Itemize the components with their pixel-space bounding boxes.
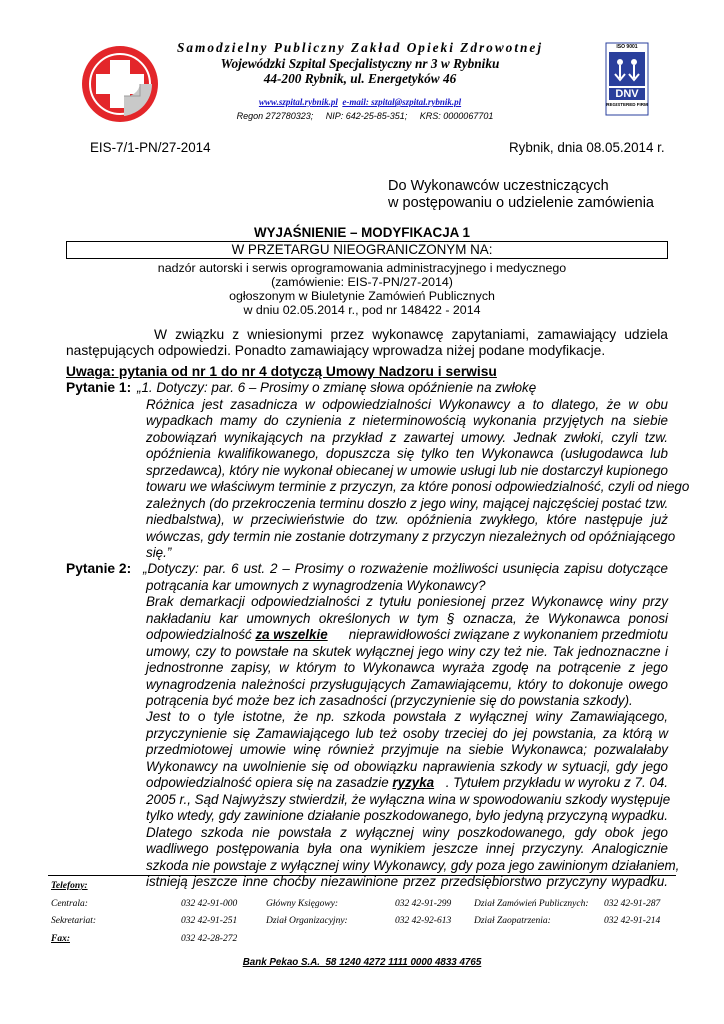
answer-2-line: tylko wtedy, gdy zawinione działanie poszkodowanego, było jedyną przyczyną wypadku.: [146, 808, 668, 823]
answer-2-line: Wykonawcy na uwolnienie się od obowiązku naprawienia szkody w sytuacji, gdy jego: [146, 759, 668, 774]
centrala-label: Centrala:: [51, 899, 88, 909]
answer-2-line: Jest to o tyle istotne, że np. szkoda powstała z wyłącznej winy Zamawiającego,: [146, 709, 668, 724]
phones-heading: Telefony:: [51, 881, 88, 891]
emphasis-suffix: . Tytułem przykładu w wyroku z 7. 04.: [445, 775, 668, 790]
answer-2-line: Dlatego szkoda nie powstała z wyłącznej winy poszkodowanego, gdy obok jego: [146, 825, 668, 840]
section-heading: Uwaga: pytania od nr 1 do nr 4 dotyczą Umowy Nadzoru i serwisu: [66, 364, 497, 379]
emphasis-suffix: nieprawidłowości związane z wykonaniem przedmiotu: [344, 627, 668, 642]
answer-1-line: towaru we właściwym terminie z przyczyn, za które ponosi odpowiedzialność, czyli od niego: [146, 479, 690, 494]
answer-2-line: przedmiotowej umowie winę również przyjmuje na siebie Wykonawca; pozwalałaby: [146, 742, 668, 757]
question-2-label: Pytanie 2:: [66, 561, 132, 576]
emphasis-prefix: odpowiedzialność opiera się na zasadzie: [146, 775, 393, 790]
intro-line-1: W związku z wniesionymi przez wykonawcę zapytaniami, zamawiający udziela: [154, 327, 668, 342]
dnv-certificate-icon: [598, 40, 656, 120]
answer-1-line: sprzedawca), który nie wykonał obiecanej w umowie usługi lub nie dostarczył kupionego: [146, 463, 668, 478]
emphasis-prefix: odpowiedzialność: [146, 627, 256, 642]
answer-2-emphasis-line-1: [146, 627, 668, 643]
hospital-logo-icon: [80, 44, 160, 124]
dnv-certification-logo: [598, 40, 656, 120]
answer-1-line: Różnica jest zasadnicza w odpowiedzialności Wykonawcy a to dlatego, że w obu: [146, 397, 668, 412]
ksiegowy-number: 032 42-91-299: [395, 899, 452, 909]
answer-2-line: potrącenia być może bez ich zasadności (przyczynienie się do powstania szkody).: [146, 693, 633, 708]
fax-number: 032 42-28-272: [181, 934, 238, 944]
cert-iso-label: ISO 9001: [616, 44, 638, 50]
email-link[interactable]: e-mail: szpital@szpital.rybnik.pl: [342, 97, 462, 107]
addressee-line-1: Do Wykonawców uczestniczących: [388, 178, 609, 194]
footer-divider: [48, 875, 676, 876]
answer-2-line: umowy, czy to powstałe na skutek wyłącznej jego winy czy też nie. Tak jednoznaczne i: [146, 644, 668, 659]
answer-1-line: niedbalstwa), w przeciwieństwie do tzw. opóźnienia zwykłego, które następuje już: [146, 512, 668, 527]
subject-line-4: w dniu 02.05.2014 r., pod nr 148422 - 2014: [243, 303, 481, 317]
sekretariat-number: 032 42-91-251: [181, 916, 238, 926]
question-1-label: Pytanie 1:: [66, 380, 132, 395]
reference-number: EIS-7/1-PN/27-2014: [90, 140, 211, 155]
organization-block: [170, 40, 550, 87]
answer-2-line: wynagrodzenia należności przysługujących Zamawiającemu, który to dokonuje owego: [146, 677, 668, 692]
ksiegowy-label: Główny Księgowy:: [266, 899, 339, 909]
emphasis-word-ryzyka: ryzyka: [392, 775, 435, 790]
answer-1-line: wówczas, gdy termin nie zostanie dotrzymany z przyczyn niezależnych od opóźniającego: [146, 529, 676, 544]
contact-links: [170, 97, 550, 107]
zaopatrzenia-number: 032 42-91-214: [604, 916, 661, 926]
zamowien-number: 032 42-91-287: [604, 899, 661, 909]
sekretariat-label: Sekretariat:: [51, 916, 97, 926]
answer-2-line: Brak demarkacji odpowiedzialności z tytułu poniesionej przez Wykonawcę winy przy: [146, 594, 668, 609]
boxed-title: W PRZETARGU NIEOGRANICZONYM NA:: [231, 242, 493, 257]
question-1-text: „1. Dotyczy: par. 6 – Prosimy o zmianę słowa opóźnienie na zwłokę: [137, 380, 537, 395]
question-2-text-line-2: potrącania kar umownych z wynagrodzenia Wykonawcy?: [146, 578, 486, 593]
hospital-address: 44-200 Rybnik, ul. Energetyków 46: [263, 71, 457, 86]
org-name: Samodzielny Publiczny Zakład Opieki Zdrowotnej: [176, 40, 544, 55]
centrala-number: 032 42-91-000: [181, 899, 238, 909]
answer-2-emphasis-line-2: [146, 775, 668, 791]
answer-2-line: wadliwego postępowania była ona wynikiem jeszcze innej przyczyny. Analogicznie: [146, 841, 668, 856]
fax-label: Fax:: [51, 934, 70, 944]
subject-line-2: (zamówienie: EIS-7-PN/27-2014): [271, 275, 453, 289]
answer-2-line: nakładaniu kar umownych określonych w tym § oznacza, że Wykonawca ponosi: [146, 611, 668, 626]
zaopatrzenia-label: Dział Zaopatrzenia:: [474, 916, 551, 926]
answer-2-line: jednostronne zapisy, w którym to Wykonawca wyraża zgodę na potrącenie z jego: [146, 660, 668, 675]
answer-1-line: opóźnienia kwalifikowanego, dopuszcza się tylko ten Wykonawca (usługodawca lub: [146, 446, 668, 461]
question-2-text-line-1: „Dotyczy: par. 6 ust. 2 – Prosimy o rozważenie możliwości usunięcia zapisu dotyczące: [143, 561, 668, 576]
answer-1-line: się.”: [146, 545, 172, 560]
addressee-line-2: w postępowaniu o udzielenie zamówienia: [388, 195, 654, 211]
bank-account: Bank Pekao S.A. 58 1240 4272 1111 0000 4833 4765: [242, 957, 482, 968]
organizacyjny-label: Dział Organizacyjny:: [266, 916, 348, 926]
answer-1-line: zależnych (do przekroczenia terminu doszło z jego winy, mającej najczęściej postać tzw.: [146, 496, 669, 511]
answer-2-line: istnieją jeszcze inne choćby niezawinione przez przedsiębiorstwo przyczyny wypadku.: [146, 874, 668, 889]
document-title: WYJAŚNIENIE – MODYFIKACJA 1: [253, 225, 471, 240]
answer-1-line: wypadkach mamy do czynienia z nieterminowością wykonania przyjętych na siebie: [146, 413, 668, 428]
subject-line-1: nadzór autorski i serwis oprogramowania administracyjnego i medycznego: [157, 261, 567, 275]
cert-dnv-label: DNV: [615, 88, 639, 100]
answer-2-line: 2005 r., Sąd Najwyższy stwierdził, że wyłączna wina w spowodowaniu szkody występuje: [146, 792, 671, 807]
cert-registered-label: REGISTERED FIRM: [606, 102, 648, 107]
emphasis-word-za-wszelkie: za wszelkie: [255, 627, 328, 642]
hospital-name: Wojewódzki Szpital Specjalistyczny nr 3 w Rybniku: [220, 55, 500, 71]
registry-numbers: Regon 272780323; NIP: 642-25-85-351; KRS: 0000067701: [236, 111, 494, 121]
subject-line-3: ogłoszonym w Biuletynie Zamówień Publicznych: [229, 289, 495, 303]
answer-2-line: przyczynienie się Zamawiającego lub też osoby trzeciej do jej powstania, za którą w: [146, 726, 668, 741]
organizacyjny-number: 032 42-92-613: [395, 916, 452, 926]
letter-date: Rybnik, dnia 08.05.2014 r.: [509, 140, 665, 155]
website-link[interactable]: www.szpital.rybnik.pl: [258, 97, 338, 107]
zamowien-label: Dział Zamówień Publicznych:: [474, 899, 589, 909]
intro-line-2: następujących odpowiedzi. Ponadto zamawiający wprowadza niżej podane modyfikacje.: [66, 343, 606, 358]
answer-2-line: szkoda nie powstaje z wyłącznej winy Wykonawcy, gdy poza jego zawinionym działaniem,: [146, 858, 680, 873]
answer-1-line: zobowiązań wynikających na przykład z zawartej umowy. Jednak zwłoki, czyli tzw.: [146, 430, 668, 445]
